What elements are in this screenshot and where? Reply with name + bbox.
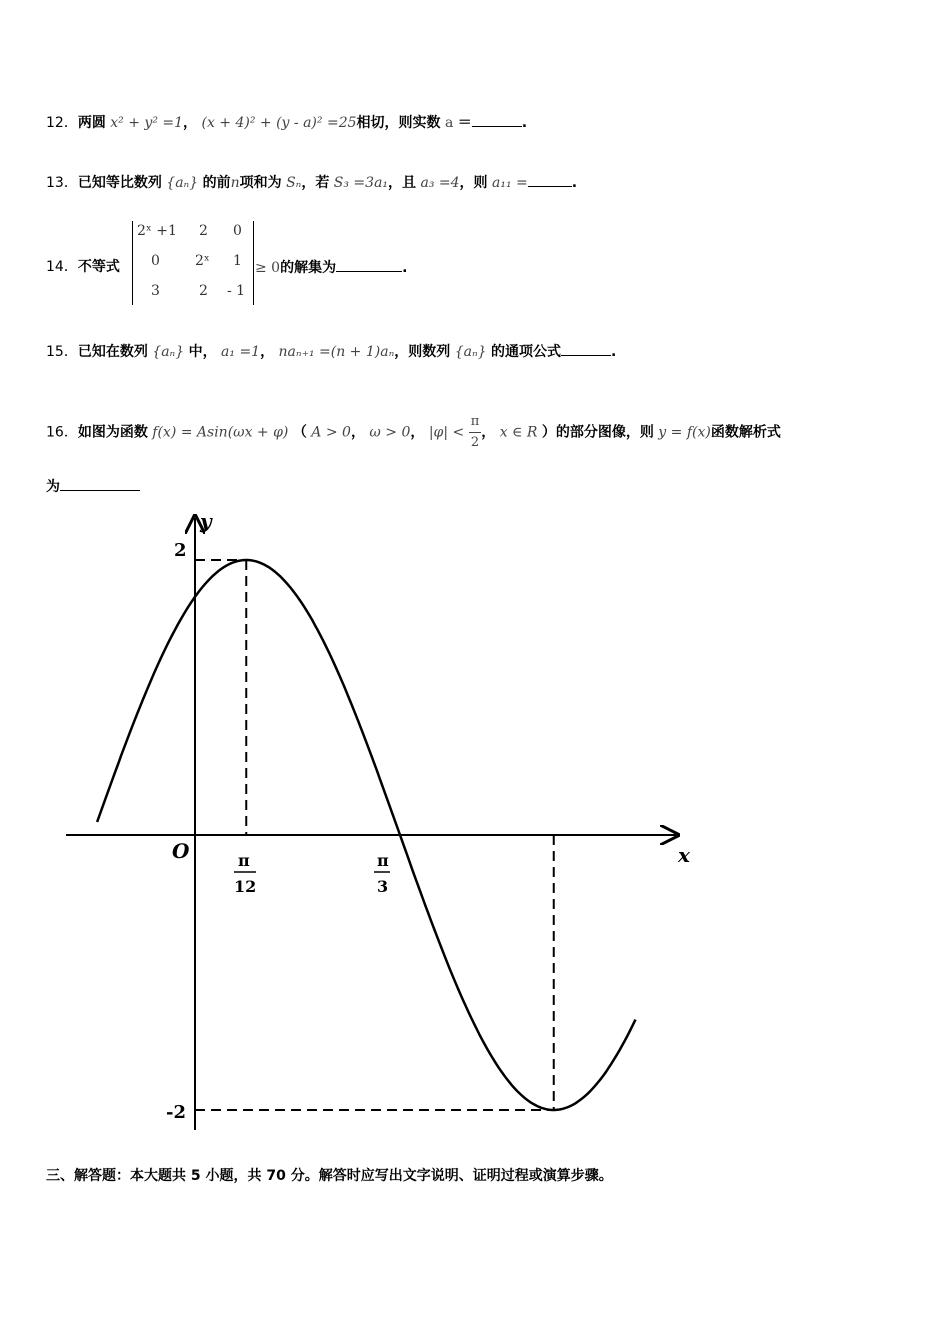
determinant <box>132 221 254 305</box>
det-cell: 1 <box>233 253 242 269</box>
det-cell: 2ˣ +1 <box>137 223 177 239</box>
frac-denominator: 2 <box>470 435 480 450</box>
question-text: 两圆 <box>77 115 106 131</box>
sine-curve <box>97 560 635 1110</box>
question-13 <box>46 172 577 193</box>
punct: ， <box>410 424 425 441</box>
det-cell: 0 <box>151 253 160 269</box>
question-number: 15． <box>46 344 78 360</box>
question-text: 已知在数列 <box>77 344 148 360</box>
question-16-line2 <box>46 476 140 497</box>
y-tick-bottom: -2 <box>166 1102 186 1123</box>
punct: ， <box>481 424 496 441</box>
det-cell: 2 <box>199 283 208 299</box>
punct: ， <box>260 344 275 360</box>
question-text: 为 <box>46 479 60 495</box>
math-var: a <box>444 115 454 131</box>
punct: ， <box>183 115 198 131</box>
math-circle-2: (x + 4)² + (y - a)² =25 <box>201 115 357 131</box>
question-text: 已知等比数列 <box>77 175 162 191</box>
question-14-tail <box>255 257 407 278</box>
math-condition-x: x ∈ R <box>499 424 538 441</box>
origin-label: O <box>172 839 190 863</box>
question-text: ，则数列 <box>394 344 451 360</box>
question-text: 函数解析式 <box>710 424 781 441</box>
period: . <box>402 260 408 276</box>
punct: （ <box>292 424 307 441</box>
answer-blank[interactable] <box>472 112 522 127</box>
question-text: 如图为函数 <box>77 424 148 441</box>
question-number: 12． <box>46 115 78 131</box>
question-text: ，且 <box>388 175 417 191</box>
question-text: 的通项公式 <box>491 344 561 360</box>
question-text: 相切，则实数 <box>356 115 441 131</box>
x-tick-2-num: π <box>377 851 389 870</box>
x-tick-1-num: π <box>238 851 250 870</box>
y-axis-label: y <box>200 509 212 533</box>
question-text: 的前 <box>202 175 231 191</box>
math-condition-1: S₃ =3a₁ <box>333 175 389 191</box>
det-cell: - 1 <box>227 283 246 299</box>
math-sequence: {aₙ} <box>454 344 487 360</box>
question-text: ，若 <box>301 175 330 191</box>
question-12 <box>46 112 527 133</box>
math-var: n <box>230 175 240 191</box>
math-fraction <box>469 412 482 453</box>
y-tick-top: 2 <box>174 540 187 561</box>
period: . <box>611 344 617 360</box>
answer-blank[interactable] <box>60 476 140 491</box>
math-sum: Sₙ <box>286 175 302 191</box>
x-axis-label: x <box>678 843 690 867</box>
question-text: 的解集为 <box>280 260 337 276</box>
math-target: a₁₁ = <box>491 175 528 191</box>
det-cell: 0 <box>233 223 242 239</box>
math-condition-a: A > 0 <box>311 424 351 441</box>
math-condition-omega: ω > 0 <box>369 424 411 441</box>
math-sequence: {aₙ} <box>166 175 199 191</box>
math-function: f(x) = Asin(ωx + φ) <box>152 424 289 441</box>
det-cell: 2 <box>199 223 208 239</box>
frac-numerator: π <box>469 412 482 433</box>
question-text: 不等式 <box>77 259 120 275</box>
question-text: ，则 <box>459 175 488 191</box>
question-number: 16． <box>46 424 78 441</box>
question-15 <box>46 341 616 362</box>
math-recurrence: naₙ₊₁ =(n + 1)aₙ <box>278 344 395 360</box>
guide-lines <box>195 560 554 1110</box>
math-function-y: y = f(x) <box>658 424 711 441</box>
det-cell: 2ˣ <box>195 253 210 269</box>
period: . <box>521 115 528 131</box>
answer-blank[interactable] <box>561 341 611 356</box>
answer-blank[interactable] <box>528 172 572 187</box>
punct: ， <box>350 424 365 441</box>
math-sequence: {aₙ} <box>152 344 185 360</box>
question-number: 13． <box>46 175 78 191</box>
x-tick-2-den: 3 <box>377 877 389 896</box>
math-condition-phi: |φ| < <box>428 424 465 441</box>
answer-blank[interactable] <box>336 257 402 272</box>
math-condition-2: a₃ =4 <box>420 175 460 191</box>
question-text: 中， <box>188 344 217 360</box>
question-14 <box>46 257 120 277</box>
punct: ） <box>541 424 556 441</box>
equals: ＝ <box>457 115 472 131</box>
det-cell: 3 <box>151 283 160 299</box>
math-circle-1: x² + y² =1 <box>110 115 184 131</box>
question-number: 14． <box>46 259 78 275</box>
question-16 <box>46 412 781 453</box>
question-text: 项和为 <box>239 175 282 191</box>
section-heading: 三、解答题：本大题共 5 小题，共 70 分。解答时应写出文字说明、证明过程或演算步骤。 <box>46 1168 613 1184</box>
x-tick-1-den: 12 <box>234 877 257 896</box>
question-text: 的部分图像，则 <box>555 424 654 441</box>
math-condition-1: a₁ =1 <box>221 344 261 360</box>
math-inequality: ≥ 0 <box>255 260 281 276</box>
period: . <box>571 175 578 191</box>
